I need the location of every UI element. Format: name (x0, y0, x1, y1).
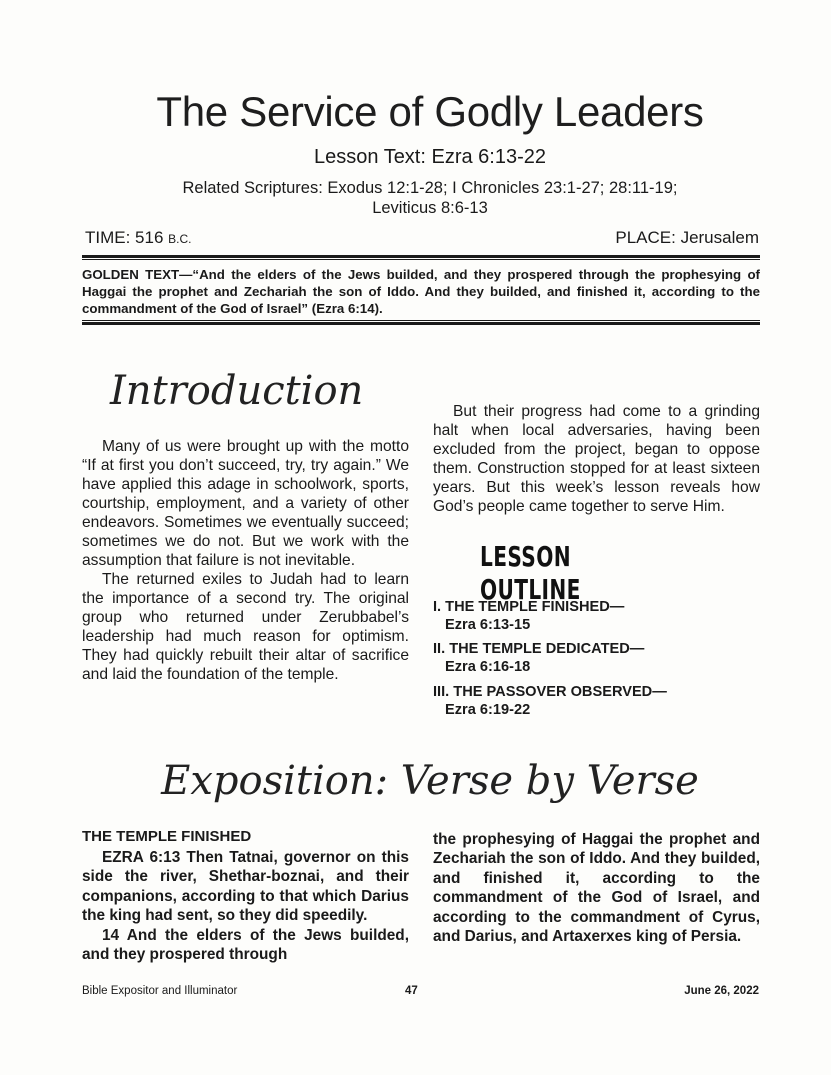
verse-14-start: 14 And the elders of the Jews builded, and they prospered through (82, 926, 409, 964)
time-label: TIME: 516 (85, 228, 164, 247)
intro-paragraph-3: But their progress had come to a grinding halt when local adversaries, having been excluded from the project, began to oppose them. Construction stopped for at least sixteen years. But this week’s lesson reveals how God’s people came together to serve Him. (433, 403, 760, 515)
outline-item-title: III. THE PASSOVER OBSERVED— (433, 684, 667, 700)
verse-13: EZRA 6:13 Then Tatnai, governor on this side the river, Shethar-boznai, and their companions, according to that which Darius the king had sent, so they did speedily. (82, 849, 409, 925)
bottom-rule (82, 322, 760, 325)
outline-heading: LESSON OUTLINE (480, 540, 581, 606)
time-era: B.C. (168, 232, 192, 246)
lesson-place: PLACE: Jerusalem (615, 228, 759, 247)
related-scriptures (90, 178, 770, 218)
outline-item (433, 640, 763, 676)
intro-paragraph-2: The returned exiles to Judah had to learn the importance of a second try. The original group who returned under Zerubbabel’s leadership had much reason for optimism. They had quickly rebuilt their altar of sacrifice and laid the foundation of the temple. (82, 571, 409, 683)
scripture-right-column (433, 830, 760, 946)
related-scriptures-line1: Related Scriptures: Exodus 12:1-28; I Chronicles 23:1-27; 28:11-19; (182, 179, 678, 197)
outline-item (433, 683, 763, 719)
footer-date: June 26, 2022 (684, 985, 759, 997)
lesson-text: Lesson Text: Ezra 6:13-22 (314, 146, 546, 168)
outline-item-ref: Ezra 6:13-15 (445, 617, 531, 633)
intro-paragraph-1: Many of us were brought up with the motto “If at first you don’t succeed, try, try again.” We have applied this adage in schoolwork, sports, courtship, employment, and a variety of other endeavors. Sometimes we eventually succeed; sometimes we do not. But we work with the assumption that failure is not inevitable. (82, 438, 409, 569)
introduction-left-column (82, 437, 409, 684)
section-title: THE TEMPLE FINISHED (82, 828, 252, 845)
introduction-heading: Introduction (110, 368, 364, 414)
exposition-heading: Exposition: Verse by Verse (161, 758, 699, 804)
bottom-rule-thin (82, 320, 760, 321)
lesson-time (85, 228, 192, 248)
verse-14-continued: the prophesying of Haggai the prophet and Zechariah the son of Iddo. And they builded, and finished it, according to the commandment of the God of Israel, and according to the commandment of Cyrus, and Darius, and Artaxerxes king of Persia. (433, 831, 760, 946)
related-scriptures-line2: Leviticus 8:6-13 (372, 199, 488, 217)
footer-page-number: 47 (405, 985, 418, 997)
outline-item-title: II. THE TEMPLE DEDICATED— (433, 641, 645, 657)
outline-item (433, 598, 763, 634)
scripture-left-column (82, 848, 409, 964)
top-rule-thin (82, 259, 760, 260)
golden-text: GOLDEN TEXT—“And the elders of the Jews builded, and they prospered through the prophesying of Haggai the prophet and Zechariah the son of Iddo. And they builded, and finished it, according to the commandment of the God of Israel” (Ezra 6:14). (82, 267, 760, 316)
outline-item-title: I. THE TEMPLE FINISHED— (433, 599, 625, 615)
outline-item-ref: Ezra 6:19-22 (445, 702, 531, 718)
introduction-right-column (433, 402, 760, 516)
outline-item-ref: Ezra 6:16-18 (445, 659, 531, 675)
footer-publication: Bible Expositor and Illuminator (82, 985, 238, 997)
page-title: The Service of Godly Leaders (156, 88, 704, 135)
top-rule (82, 255, 760, 258)
